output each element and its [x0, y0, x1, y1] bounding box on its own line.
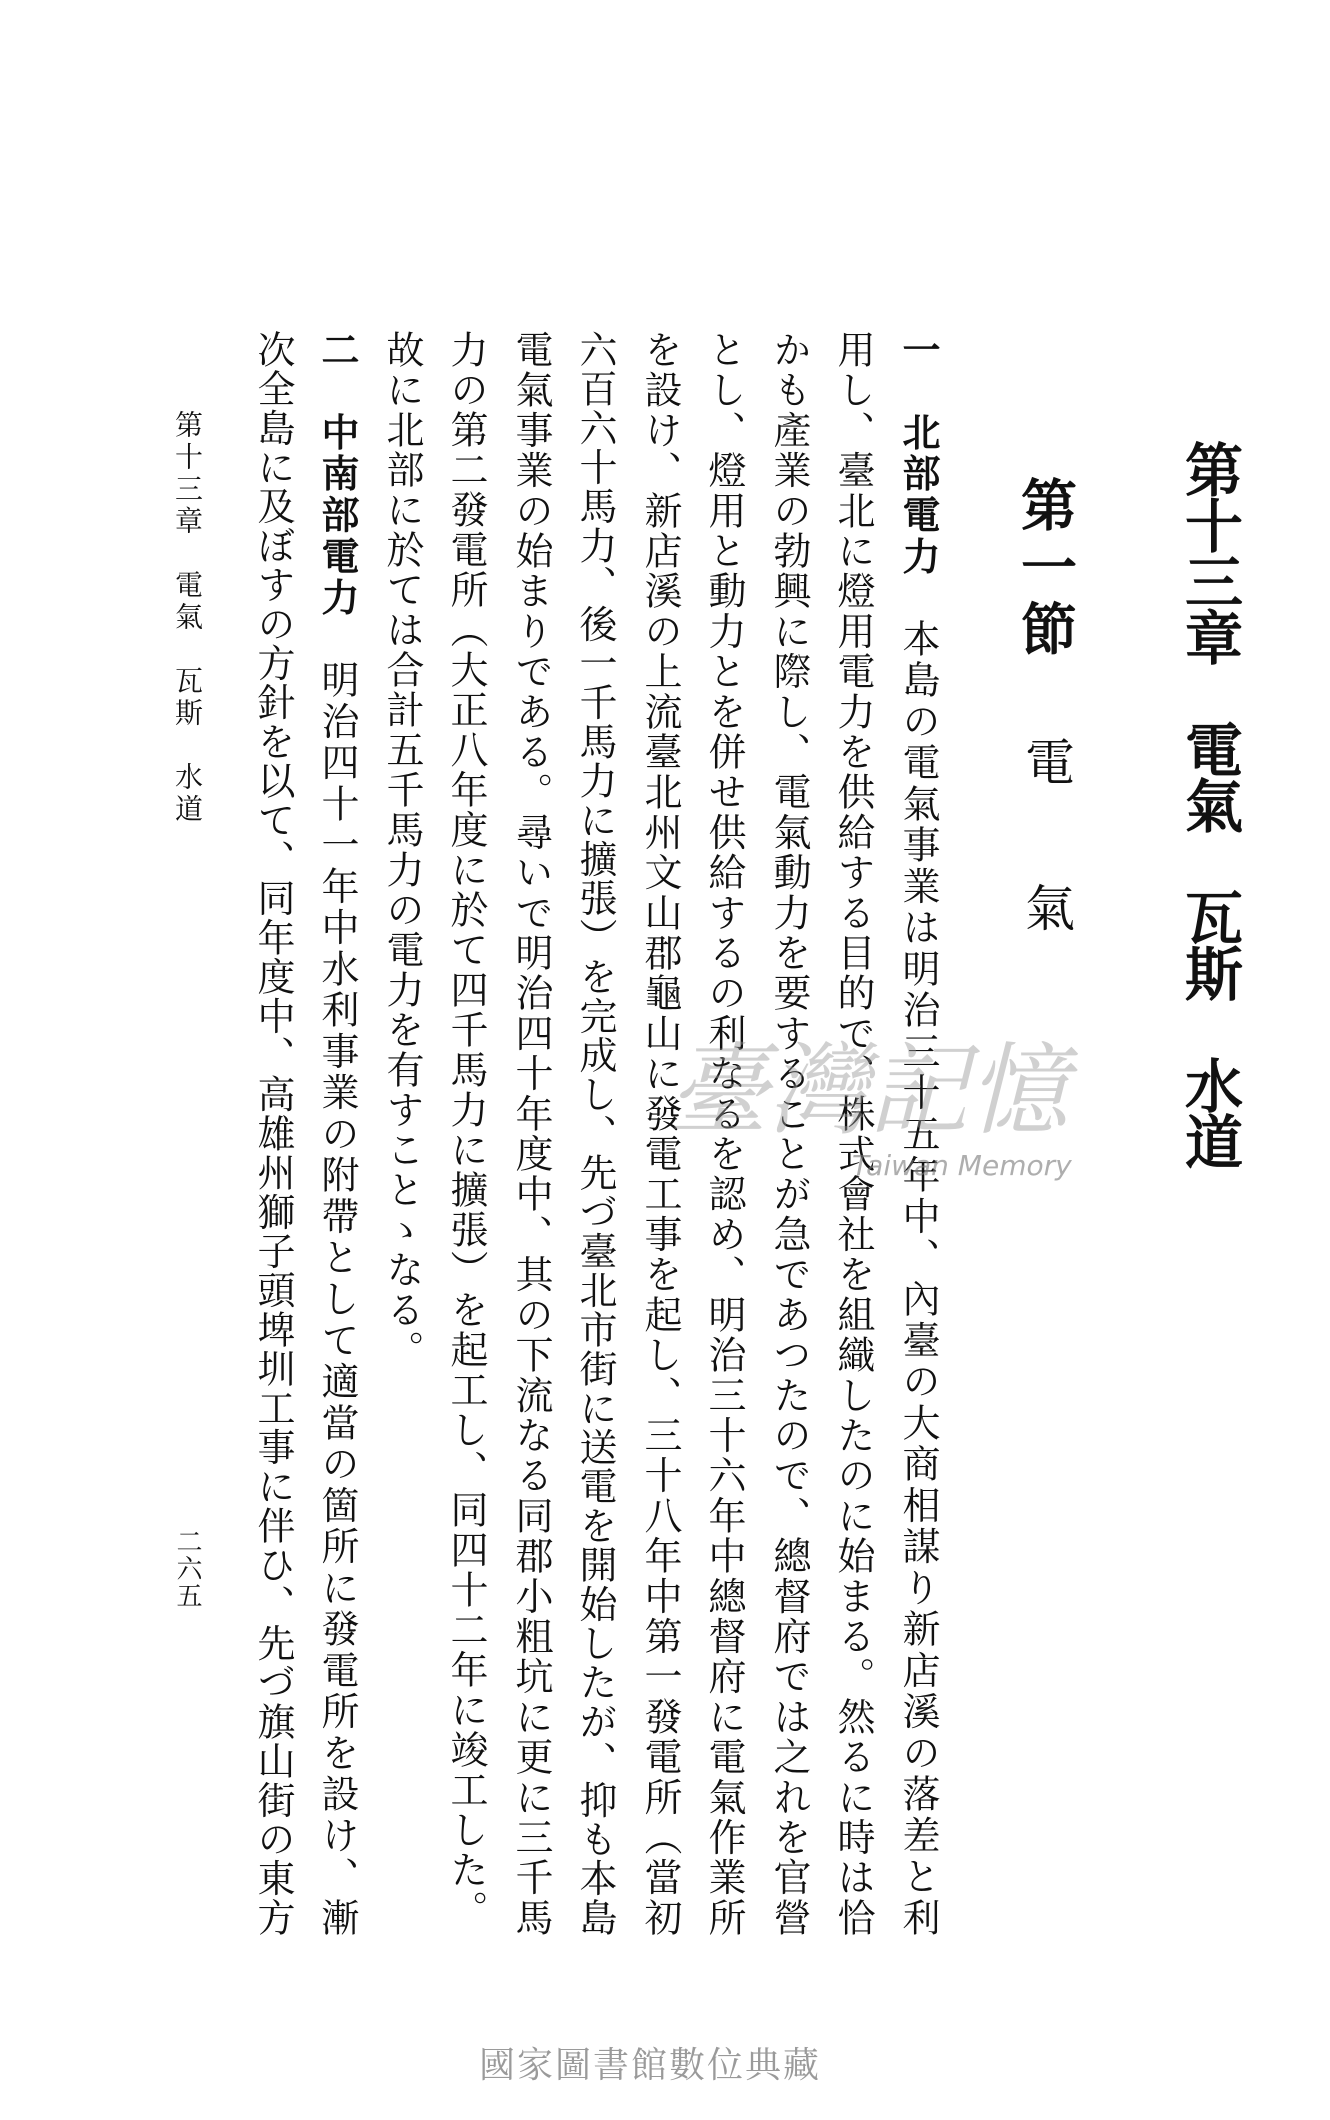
- watermark-subtext: Taiwan Memory: [852, 1149, 1072, 1182]
- body-column: [311, 330, 363, 1936]
- line-text: 用し、臺北に燈用電力を供給する目的で、株式會社を組織したのに始まる。然るに時は恰: [831, 330, 875, 1936]
- line-text: 六百六十馬力、後一千馬力に擴張）を完成し、先づ臺北市街に送電を開始したが、抑も本島: [573, 330, 617, 1936]
- subsection-heading: 二 中南部電力: [315, 330, 360, 619]
- watermark-logo: 臺灣記憶: [668, 1032, 1068, 1149]
- chapter-title: 第十三章 電氣 瓦斯 水道: [1175, 440, 1243, 1168]
- line-text: 故に北部に於ては合計五千馬力の電力を有すことゝなる。: [380, 330, 424, 1370]
- line-text: 次全島に及ぼすの方針を以て、同年度中、高雄州獅子頭埤圳工事に伴ひ、先づ旗山街の東方: [251, 330, 295, 1936]
- line-text: かも產業の勃興に際し、電氣動力を要することが急であつたので、總督府では之れを官營: [767, 330, 811, 1936]
- body-column: [376, 330, 428, 1936]
- body-column: [440, 330, 492, 1936]
- line-text: 力の第二發電所（大正八年度に於て四千馬力に擴張）を起工し、同四十二年に竣工した。: [444, 330, 488, 1930]
- body-column: [569, 330, 621, 1936]
- line-text: 明治四十一年中水利事業の附帶として適當の箇所に發電所を設け、漸: [315, 618, 359, 1936]
- body-column: [247, 330, 299, 1936]
- line-text: とし、燈用と動力とを併せ供給するの利なるを認め、明治三十六年中總督府に電氣作業所: [702, 330, 746, 1936]
- line-text: 電氣事業の始まりである。尋いで明治四十年度中、其の下流なる同郡小粗坑に更に三千馬: [509, 330, 553, 1936]
- section-name: 電 氣: [1017, 736, 1075, 955]
- subsection-heading: 一 北部電力: [896, 330, 941, 578]
- page-number: 二六五: [172, 1528, 202, 1609]
- archive-footer: 國家圖書館數位典藏: [478, 2045, 821, 2086]
- running-header: 第十三章 電氣 瓦斯 水道: [171, 410, 204, 826]
- section-label: 第一節: [1012, 476, 1078, 662]
- body-column: [505, 330, 557, 1936]
- line-text: を設け、新店溪の上流臺北州文山郡龜山に發電工事を起し、三十八年中第一發電所（當初: [638, 330, 682, 1936]
- line-text: 本島の電氣事業は明治三十五年中、內臺の大商相謀り新店溪の落差と利: [896, 577, 940, 1936]
